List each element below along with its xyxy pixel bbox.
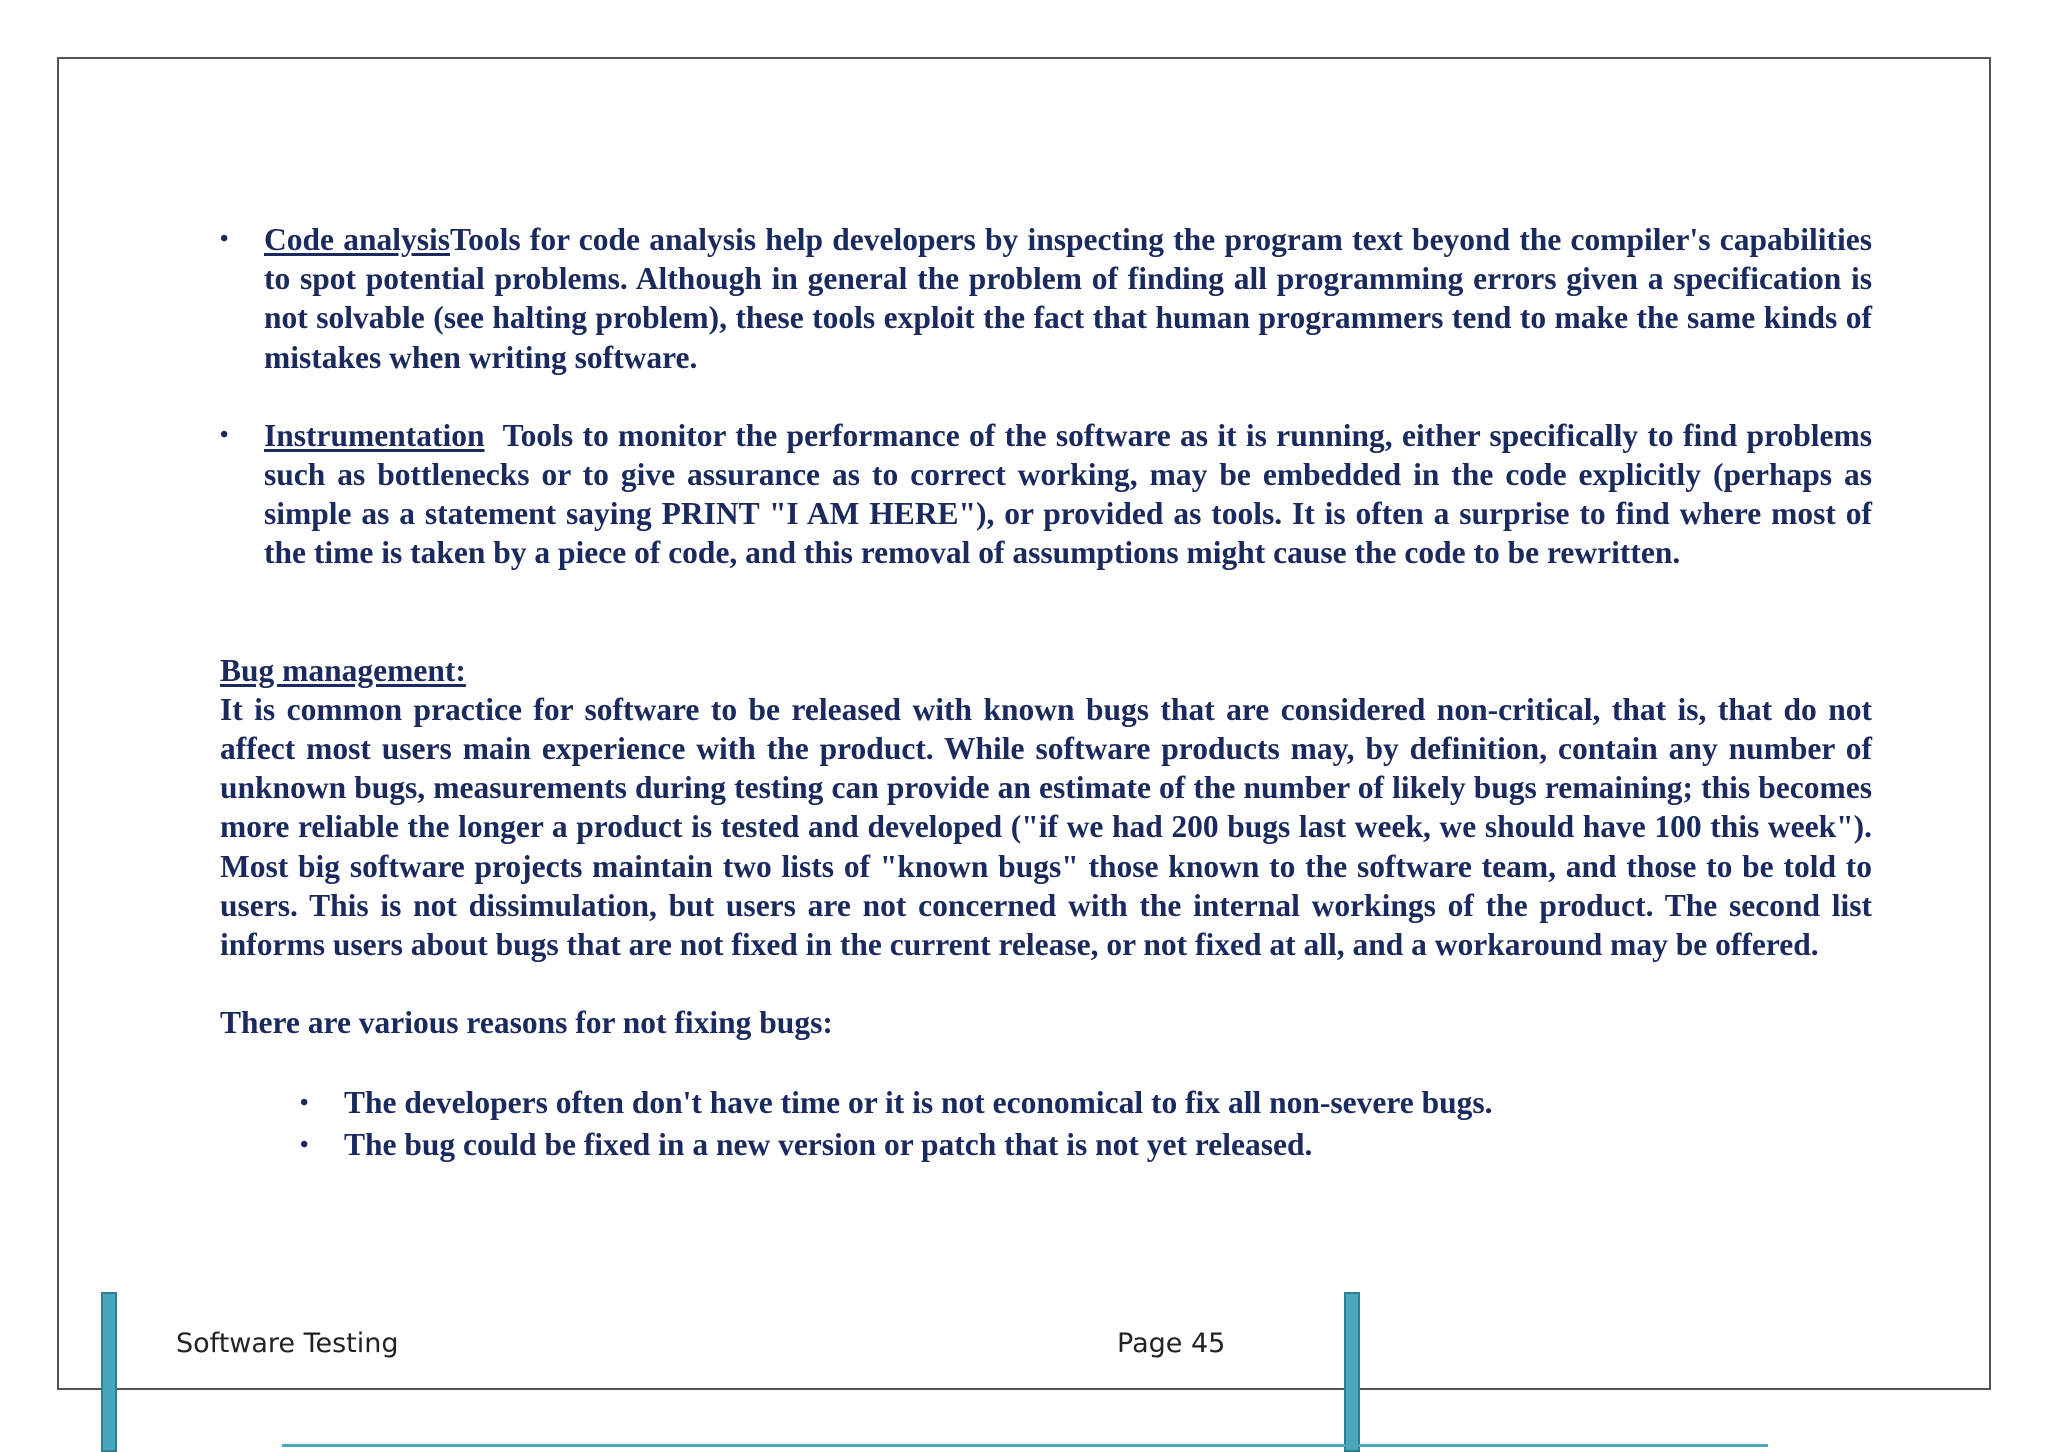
bug-management-heading: Bug management: <box>220 652 466 688</box>
document-body <box>220 220 1872 1166</box>
reason-text: The developers often don't have time or it is not economical to fix all non-severe bugs. <box>344 1085 1493 1121</box>
reasons-list <box>220 1082 1872 1166</box>
footer-accent-bar-right <box>1344 1292 1360 1452</box>
code-analysis-item <box>220 220 1872 377</box>
footer-accent-bar-left <box>101 1292 117 1452</box>
footer-page-number: Page 45 <box>1117 1328 1226 1359</box>
list-item <box>220 1082 1872 1124</box>
code-analysis-text: Tools for code analysis help developers by inspecting the program text beyond the compiler's capabilities to spot potential problems. Although in general the problem of finding all programming errors given a specification is not solvable (see halting problem), these tools exploit the fact that human programmers tend to make the same kinds of mistakes when writing software. <box>264 222 1872 375</box>
bullet-icon: • <box>220 421 229 448</box>
code-analysis-title: Code analysis <box>264 222 451 257</box>
instrumentation-item <box>220 416 1872 573</box>
reasons-intro: There are various reasons for not fixing bugs: <box>220 1005 833 1041</box>
reason-text: The bug could be fixed in a new version or patch that is not yet released. <box>344 1127 1313 1163</box>
bug-management-paragraph: It is common practice for software to be released with known bugs that are considered non-critical, that is, that do not affect most users main experience with the product. While software products may, by definition, contain any number of unknown bugs, measurements during testing can provide an estimate of the number of likely bugs remaining; this becomes more reliable the longer a product is tested and developed ("if we had 200 bugs last week, we should have 100 this week"). Most big software projects maintain two lists of "known bugs" those known to the software team, and those to be told to users. This is not dissimulation, but users are not concerned with the internal workings of the product. The second list informs users about bugs that are not fixed in the current release, or not fixed at all, and a workaround may be offered. <box>220 691 1872 963</box>
bullet-icon: • <box>300 1132 309 1159</box>
bullet-icon: • <box>220 226 229 252</box>
list-item <box>220 1124 1872 1166</box>
instrumentation-title: Instrumentation <box>264 417 485 453</box>
bullet-icon: • <box>300 1090 309 1117</box>
footer-title: Software Testing <box>176 1328 399 1359</box>
instrumentation-text: Tools to monitor the performance of the software as it is running, either specifically to find problems such as bottlenecks or to give assurance as to correct working, may be embedded in the code explicitly (perhaps as simple as a statement saying PRINT "I AM HERE"), or provided as tools. It is often a surprise to find where most of the time is taken by a piece of code, and this removal of assumptions might cause the code to be rewritten. <box>264 417 1872 571</box>
